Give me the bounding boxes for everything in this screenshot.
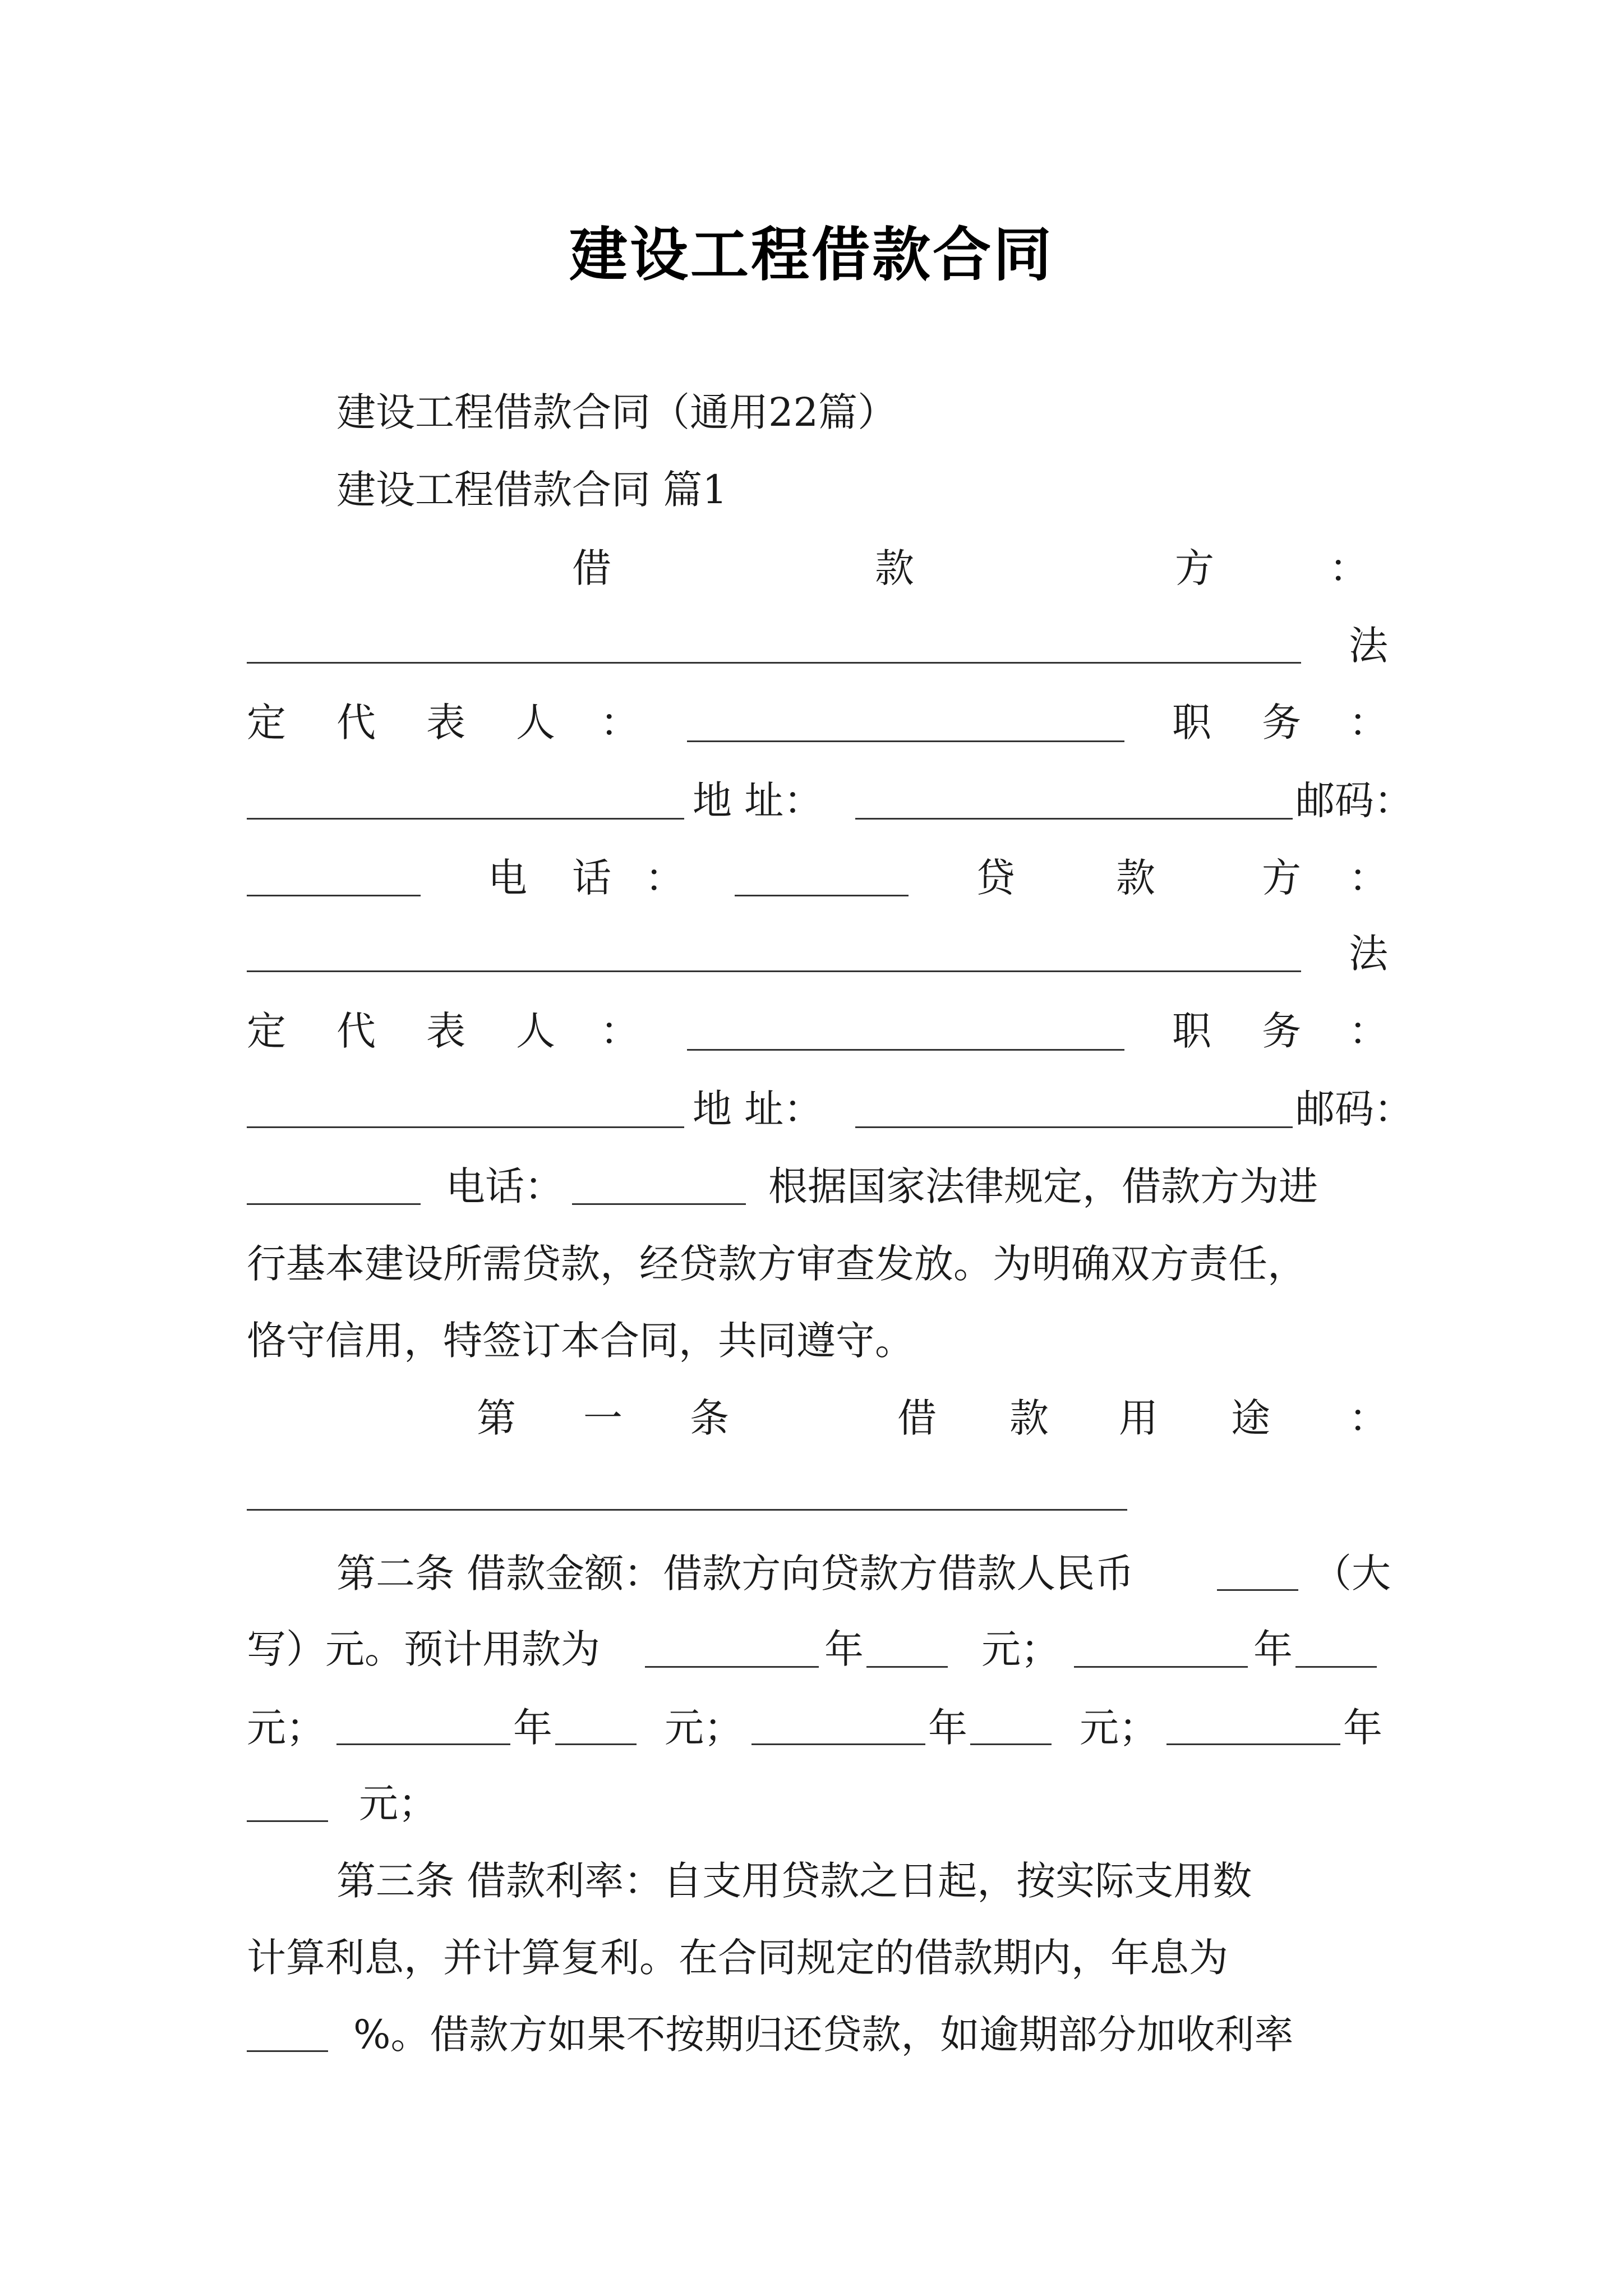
preamble-text: 根据国家法律规定，借款方为进 bbox=[768, 1163, 1318, 1209]
article-3-text: %。借款方如果不按期归还贷款，如逾期部分加收利率 bbox=[353, 2012, 1294, 2058]
postcode-label: 邮码： bbox=[1295, 777, 1413, 823]
blank-line bbox=[555, 1743, 637, 1745]
blank-line bbox=[687, 740, 1124, 742]
position-char: 务 bbox=[1262, 700, 1301, 746]
address-label: 地 址： bbox=[693, 1086, 823, 1132]
document-title: 建设工程借款合同 bbox=[569, 220, 1054, 289]
preamble-text: 恪守信用，特签订本合同，共同遵守。 bbox=[247, 1318, 914, 1364]
blank-line bbox=[735, 895, 909, 896]
article-1-char: 用 bbox=[1119, 1395, 1158, 1441]
article-2-text: 写）元。预计用款为 bbox=[247, 1626, 600, 1672]
fa-char: 法 bbox=[1349, 623, 1388, 669]
blank-line bbox=[247, 2050, 328, 2052]
year-label: 年 bbox=[1253, 1626, 1293, 1672]
blank-line bbox=[247, 1509, 1127, 1511]
position-char: ： bbox=[1349, 700, 1388, 746]
phone-label: 电话： bbox=[446, 1163, 564, 1209]
lender-label-char: 贷 bbox=[976, 855, 1015, 901]
article-1-char: 款 bbox=[1009, 1395, 1049, 1441]
legal-rep-char: 表 bbox=[426, 700, 465, 746]
lender-label-char: 款 bbox=[1116, 855, 1155, 901]
blank-line bbox=[970, 1743, 1052, 1745]
position-char: ： bbox=[1349, 1008, 1388, 1054]
blank-line bbox=[336, 1743, 510, 1745]
borrower-label-char: 款 bbox=[875, 545, 914, 591]
postcode-label: 邮码： bbox=[1295, 1086, 1413, 1132]
blank-line bbox=[1295, 1666, 1377, 1668]
article-3-text: 第三条 借款利率：自支用贷款之日起，按实际支用数 bbox=[336, 1858, 1252, 1904]
blank-line bbox=[247, 1820, 328, 1822]
position-char: 务 bbox=[1262, 1008, 1301, 1054]
yuan-label: 元； bbox=[247, 1705, 325, 1751]
preamble-text: 行基本建设所需贷款，经贷款方审查发放。为明确双方责任， bbox=[247, 1241, 1307, 1287]
year-label: 年 bbox=[513, 1705, 552, 1751]
position-char: 职 bbox=[1172, 1008, 1211, 1054]
address-label: 地 址： bbox=[693, 777, 823, 823]
legal-rep-char: 定 bbox=[247, 700, 286, 746]
year-label: 年 bbox=[824, 1626, 864, 1672]
article-1-char: 第 bbox=[477, 1395, 516, 1441]
blank-line bbox=[247, 818, 684, 820]
legal-rep-char: ： bbox=[600, 1008, 639, 1054]
legal-rep-char: ： bbox=[600, 700, 639, 746]
borrower-label-char: 借 bbox=[572, 545, 611, 591]
blank-line bbox=[1217, 1589, 1298, 1591]
year-label: 年 bbox=[928, 1705, 967, 1751]
blank-line bbox=[751, 1743, 925, 1745]
blank-line bbox=[1166, 1743, 1340, 1745]
legal-rep-char: 人 bbox=[516, 700, 555, 746]
blank-line bbox=[855, 1126, 1293, 1128]
article-2-text: （大 bbox=[1312, 1550, 1391, 1596]
phone-char: ： bbox=[645, 855, 684, 901]
article-1-char: 途 bbox=[1231, 1395, 1270, 1441]
blank-line bbox=[866, 1666, 948, 1668]
yuan-label: 元； bbox=[359, 1780, 437, 1826]
legal-rep-char: 表 bbox=[426, 1008, 465, 1054]
subtitle: 建设工程借款合同（通用22篇） bbox=[336, 389, 897, 435]
article-3-text: 计算利息，并计算复利。在合同规定的借款期内，年息为 bbox=[247, 1935, 1228, 1981]
lender-label-char: ： bbox=[1349, 855, 1388, 901]
legal-rep-char: 代 bbox=[336, 700, 376, 746]
borrower-label-char: ： bbox=[1329, 545, 1368, 591]
lender-label-char: 方 bbox=[1262, 855, 1301, 901]
article-1-char: 借 bbox=[897, 1395, 937, 1441]
borrower-label-char: 方 bbox=[1175, 545, 1214, 591]
legal-rep-char: 代 bbox=[336, 1008, 376, 1054]
phone-char: 话 bbox=[572, 855, 611, 901]
blank-line bbox=[855, 818, 1293, 820]
yuan-label: 元； bbox=[981, 1626, 1060, 1672]
blank-line bbox=[572, 1203, 746, 1205]
yuan-label: 元； bbox=[1080, 1705, 1158, 1751]
article-1-char: 条 bbox=[690, 1395, 729, 1441]
legal-rep-char: 定 bbox=[247, 1008, 286, 1054]
year-label: 年 bbox=[1343, 1705, 1382, 1751]
article-2-text: 第二条 借款金额：借款方向贷款方借款人民币 bbox=[336, 1550, 1135, 1596]
blank-line bbox=[247, 1126, 684, 1128]
blank-line bbox=[247, 1203, 421, 1205]
blank-line bbox=[1074, 1666, 1248, 1668]
article-1-char: ： bbox=[1349, 1395, 1388, 1441]
blank-line bbox=[687, 1049, 1124, 1051]
legal-rep-char: 人 bbox=[516, 1008, 555, 1054]
blank-line bbox=[247, 662, 1301, 664]
article-1-char: 一 bbox=[583, 1395, 623, 1441]
blank-line bbox=[645, 1666, 819, 1668]
section-heading: 建设工程借款合同 篇1 bbox=[336, 467, 727, 513]
blank-line bbox=[247, 970, 1301, 972]
blank-line bbox=[247, 895, 421, 896]
fa-char: 法 bbox=[1349, 931, 1388, 977]
position-char: 职 bbox=[1172, 700, 1211, 746]
phone-char: 电 bbox=[488, 855, 527, 901]
yuan-label: 元； bbox=[665, 1705, 743, 1751]
